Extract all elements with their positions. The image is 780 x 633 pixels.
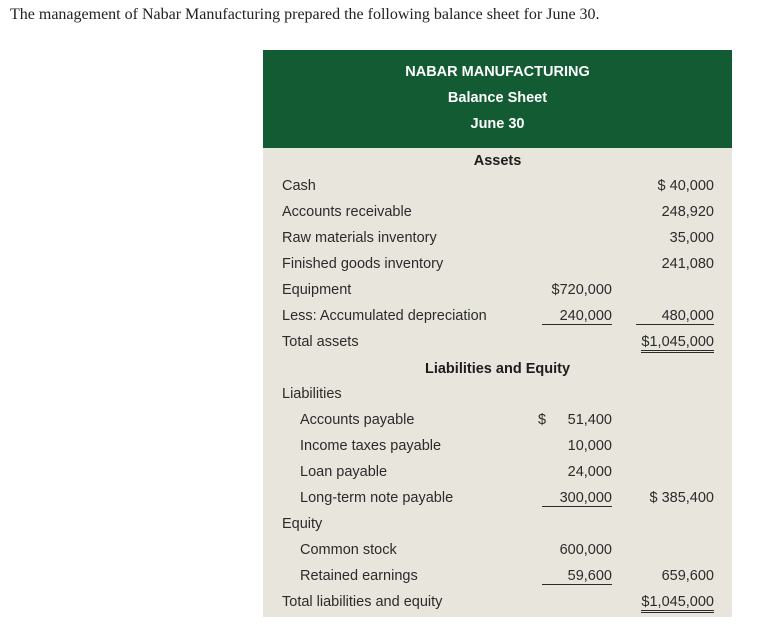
- loan-label: Loan payable: [300, 464, 388, 480]
- retained-amount: 59,600: [542, 568, 612, 585]
- row-raw-materials: [263, 228, 732, 250]
- row-accounts-receivable: [263, 202, 732, 224]
- row-common-stock: [263, 540, 732, 562]
- assets-heading: Assets: [473, 153, 522, 169]
- ap-dollar-sign: $: [538, 412, 547, 428]
- ap-amount: 51,400: [567, 412, 612, 428]
- total-assets-amount: $1,045,000: [641, 334, 714, 353]
- balance-sheet: [263, 50, 732, 617]
- finished-label: Finished goods inventory: [282, 256, 444, 272]
- row-accounts-payable: [263, 410, 732, 432]
- sheet-header: [263, 50, 732, 148]
- equipment-net-amount: 480,000: [636, 308, 714, 325]
- row-liabilities-label: [263, 384, 732, 406]
- itp-amount: 10,000: [567, 438, 612, 454]
- liabilities-equity-heading: Liabilities and Equity: [424, 361, 571, 377]
- cash-label: Cash: [282, 178, 316, 194]
- total-equity-amount: 659,600: [661, 568, 714, 584]
- row-loan-payable: [263, 462, 732, 484]
- depreciation-amount: 240,000: [542, 308, 612, 325]
- total-le-label: Total liabilities and equity: [282, 594, 443, 610]
- stock-label: Common stock: [300, 542, 397, 558]
- ltnote-label: Long-term note payable: [300, 490, 454, 506]
- row-retained-earnings: [263, 566, 732, 588]
- stock-amount: 600,000: [559, 542, 612, 558]
- row-total-assets: [263, 332, 732, 354]
- company-name: NABAR MANUFACTURING: [405, 64, 590, 80]
- ap-amount-cell: [538, 412, 612, 428]
- finished-amount: 241,080: [661, 256, 714, 272]
- row-long-term-note: [263, 488, 732, 510]
- statement-title: Balance Sheet: [447, 90, 548, 106]
- ar-label: Accounts receivable: [282, 204, 412, 220]
- total-liabilities-amount: $ 385,400: [649, 490, 714, 506]
- row-income-taxes-payable: [263, 436, 732, 458]
- row-accumulated-depreciation: [263, 306, 732, 328]
- row-total-liabilities-equity: [263, 592, 732, 614]
- total-assets-label: Total assets: [282, 334, 359, 350]
- raw-label: Raw materials inventory: [282, 230, 437, 246]
- statement-date: June 30: [470, 116, 525, 132]
- intro-text: The management of Nabar Manufacturing prepared the following balance sheet for June 30.: [10, 6, 600, 23]
- row-cash: [263, 176, 732, 198]
- equipment-amount: $720,000: [551, 282, 612, 298]
- row-equipment: [263, 280, 732, 302]
- ap-label: Accounts payable: [300, 412, 415, 428]
- raw-amount: 35,000: [669, 230, 714, 246]
- itp-label: Income taxes payable: [300, 438, 442, 454]
- loan-amount: 24,000: [567, 464, 612, 480]
- ltnote-amount: 300,000: [542, 490, 612, 507]
- retained-label: Retained earnings: [300, 568, 418, 584]
- row-equity-label: [263, 514, 732, 536]
- liabilities-label: Liabilities: [282, 386, 342, 402]
- ar-amount: 248,920: [661, 204, 714, 220]
- depreciation-label: Less: Accumulated depreciation: [282, 308, 487, 324]
- row-finished-goods: [263, 254, 732, 276]
- equity-label: Equity: [282, 516, 323, 532]
- total-le-amount: $1,045,000: [641, 594, 714, 613]
- equipment-label: Equipment: [282, 282, 352, 298]
- cash-amount: $ 40,000: [657, 178, 714, 194]
